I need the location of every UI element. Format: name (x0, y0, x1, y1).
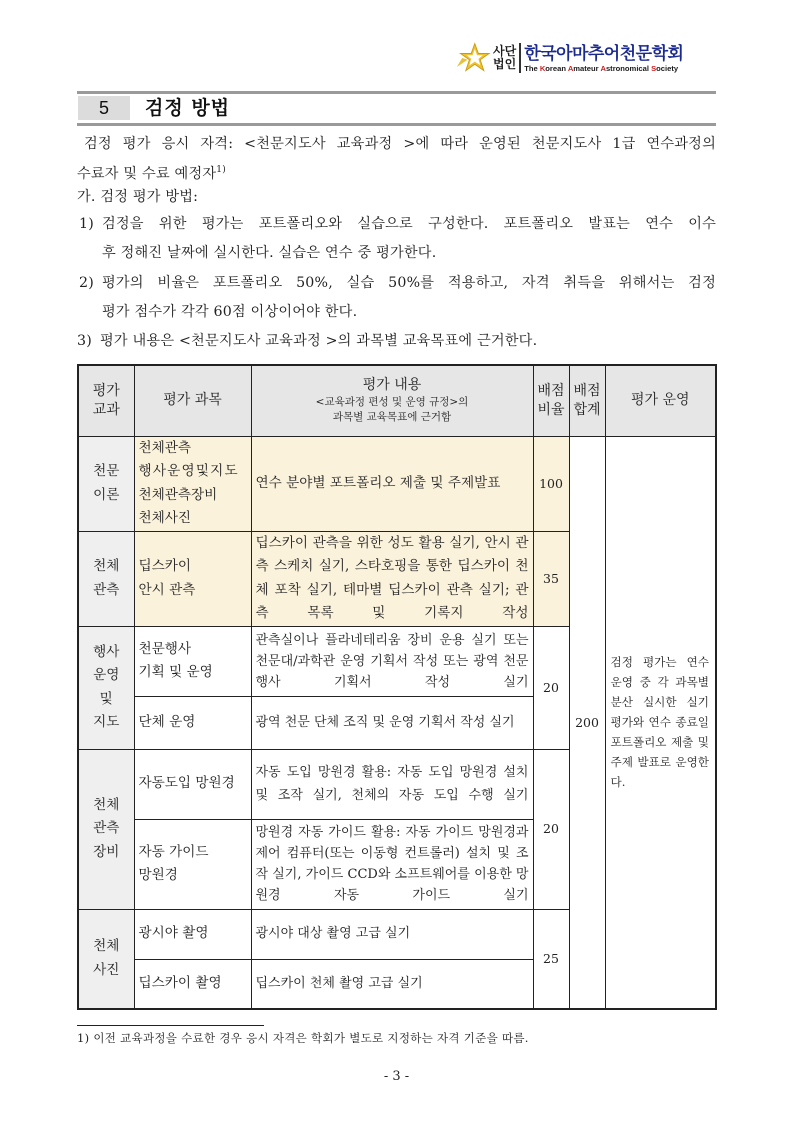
item-1-line-1: 검정을 위한 평가는 포트폴리오와 실습으로 구성한다. 포트폴리오 발표는 연수 이수 (102, 216, 716, 232)
course-text: 안시 관측 (138, 581, 196, 598)
total-score-cell: 200 (569, 436, 605, 1009)
course-cell (134, 819, 251, 909)
header-text: 평가 내용 (362, 377, 422, 394)
score-ratio-cell: 25 (533, 909, 569, 1009)
subject-area-cell (78, 531, 134, 626)
area-text: 지도 (93, 714, 120, 730)
course-cell: 단체 운영 (134, 696, 251, 749)
course-text: 천체관측장비 (138, 486, 218, 503)
course-text: 천체사진 (138, 510, 192, 526)
item-number: 2) (79, 275, 94, 291)
area-text: 행사 (93, 643, 120, 660)
section-title: 검정 방법 (145, 97, 231, 119)
society-name-en (524, 64, 683, 73)
name-en-part: orean (545, 63, 568, 73)
name-en-part: ociety (656, 63, 679, 73)
header-text: 배점 (537, 382, 565, 399)
logo-divider (519, 43, 521, 73)
page-number: - 3 - (383, 1069, 410, 1084)
course-text: 행사운영및지도 (138, 463, 239, 479)
area-text: 관측 (93, 820, 120, 837)
area-text: 사진 (93, 961, 120, 978)
eligibility-line-2 (77, 157, 226, 187)
content-cell: 자동 도입 망원경 활용: 자동 도입 망원경 설치 및 조작 실기, 천체의 자동 도입 수행 실기 (251, 749, 533, 819)
name-en-part: K (539, 63, 546, 73)
header-text: 배점 (573, 382, 601, 399)
corp-line-1: 사단 (493, 44, 517, 58)
subject-area-cell (78, 436, 134, 531)
subject-area-cell (78, 909, 134, 1009)
course-text: 망원경 (138, 867, 178, 883)
table-row (78, 436, 716, 531)
course-text: 천체관측 (138, 439, 192, 456)
course-cell: 자동도입 망원경 (134, 749, 251, 819)
header-ratio (533, 365, 569, 436)
course-text: 딥스카이 (138, 558, 192, 574)
content-cell: 관측실이나 플라네테리움 장비 운용 실기 또는 천문대/과학관 운영 기획서 작성 또는 광역 천문 행사 기획서 작성 실기 (251, 626, 533, 696)
method-subheading: 가. 검정 평가 방법: (77, 189, 199, 205)
name-en-part: mateur (573, 63, 601, 73)
section-bottom-rule (77, 123, 716, 126)
area-text: 및 (99, 690, 113, 707)
area-text: 천체 (93, 796, 120, 813)
name-en-part: A (600, 63, 606, 73)
content-cell: 망원경 자동 가이드 활용: 자동 가이드 망원경과 제어 컴퓨터(또는 이동형 컨트롤러) 설치 및 조작 실기, 가이드 CCD와 소프트웨어를 이용한 망원경 자동 가이드 실기 (251, 819, 533, 909)
area-text: 이론 (93, 486, 120, 503)
area-text: 운영 (93, 667, 120, 683)
section-number: 5 (78, 96, 130, 120)
name-en-part: S (651, 63, 657, 73)
header-text: 교과 (92, 401, 120, 418)
header-operation: 평가 운영 (605, 365, 716, 436)
item-number: 1) (79, 216, 94, 232)
item-3-line-1: 평가 내용은 <천문지도사 교육과정 >의 과목별 교육목표에 근거한다. (100, 333, 538, 349)
content-cell: 딥스카이 천체 촬영 고급 실기 (251, 959, 533, 1009)
area-text: 관측 (93, 581, 120, 598)
area-text: 천문 (93, 463, 120, 479)
eligibility-line-1: 검정 평가 응시 자격: <천문지도사 교육과정 >에 따라 운영된 천문지도사 1급 연수과정의 (84, 136, 716, 152)
course-cell (134, 626, 251, 696)
item-2-line-1: 평가의 비율은 포트폴리오 50%, 실습 50%를 적용하고, 자격 취득을 위해서는 검정 (102, 275, 716, 291)
society-logo (455, 38, 710, 78)
header-course: 평가 과목 (134, 365, 251, 436)
score-ratio-cell: 35 (533, 531, 569, 626)
score-ratio-cell: 20 (533, 626, 569, 749)
item-1-line-2: 후 정해진 날짜에 실시한다. 실습은 연수 중 평가한다. (102, 245, 437, 261)
content-cell: 딥스카이 관측을 위한 성도 활용 실기, 안시 관측 스케치 실기, 스타호핑을 통한 딥스카이 천체 포착 실기, 테마별 딥스카이 관측 실기; 관측 목록 및 기록지 작성 (251, 531, 533, 626)
society-name-ko: 한국아마추어천문학회 (524, 43, 684, 64)
content-cell: 광역 천문 단체 조직 및 운영 기획서 작성 실기 (251, 696, 533, 749)
area-text: 천체 (93, 938, 120, 955)
course-cell (134, 531, 251, 626)
header-total (569, 365, 605, 436)
score-ratio-cell: 20 (533, 749, 569, 909)
course-text: 자동 가이드 (138, 843, 209, 860)
item-2-line-2: 평가 점수가 각각 60점 이상이어야 한다. (102, 304, 358, 320)
footnote-ref[interactable]: 1) (216, 165, 226, 175)
area-text: 장비 (93, 843, 120, 860)
course-cell (134, 436, 251, 531)
eligibility-text: 수료자 및 수료 예정자 (77, 166, 217, 182)
course-text: 천문행사 (138, 640, 192, 657)
subject-area-cell (78, 749, 134, 909)
header-subject-area (78, 365, 134, 436)
area-text: 천체 (93, 558, 120, 574)
operation-cell: 검정 평가는 연수 운영 중 각 과목별 분산 실시한 실기 평가와 연수 종료일 포트폴리오 제출 및 주제 발표로 운영한다. (605, 436, 716, 1009)
footnote-text: 1) 이전 교육과정을 수료한 경우 응시 자격은 학회가 별도로 지정하는 자격 기준을 따름. (77, 1031, 529, 1045)
name-en-part: The (524, 63, 540, 73)
course-cell: 딥스카이 촬영 (134, 959, 251, 1009)
item-number: 3) (77, 333, 92, 349)
course-cell: 광시야 촬영 (134, 909, 251, 959)
evaluation-table (77, 364, 717, 1010)
footnote-rule (77, 1025, 264, 1026)
header-content (251, 365, 533, 436)
header-text: 평가 (92, 382, 120, 399)
header-text: 합계 (573, 401, 601, 418)
content-cell: 광시야 대상 촬영 고급 실기 (251, 909, 533, 959)
corp-type-label (493, 45, 516, 71)
star-comet-icon (455, 40, 491, 76)
corp-line-2: 법인 (493, 57, 517, 71)
name-en-part: A (567, 63, 574, 73)
score-ratio-cell: 100 (533, 436, 569, 531)
table-header-row (78, 365, 716, 436)
content-cell: 연수 분야별 포트폴리오 제출 및 주제발표 (251, 436, 533, 531)
course-text: 기획 및 운영 (138, 664, 213, 680)
header-subtext: 과목별 교육목표에 근거함 (332, 411, 452, 424)
header-subtext: <교육과정 편성 및 운영 규정>의 (315, 396, 469, 409)
subject-area-cell (78, 626, 134, 749)
name-en-part: stronomical (605, 63, 652, 73)
header-text: 비율 (537, 401, 565, 418)
